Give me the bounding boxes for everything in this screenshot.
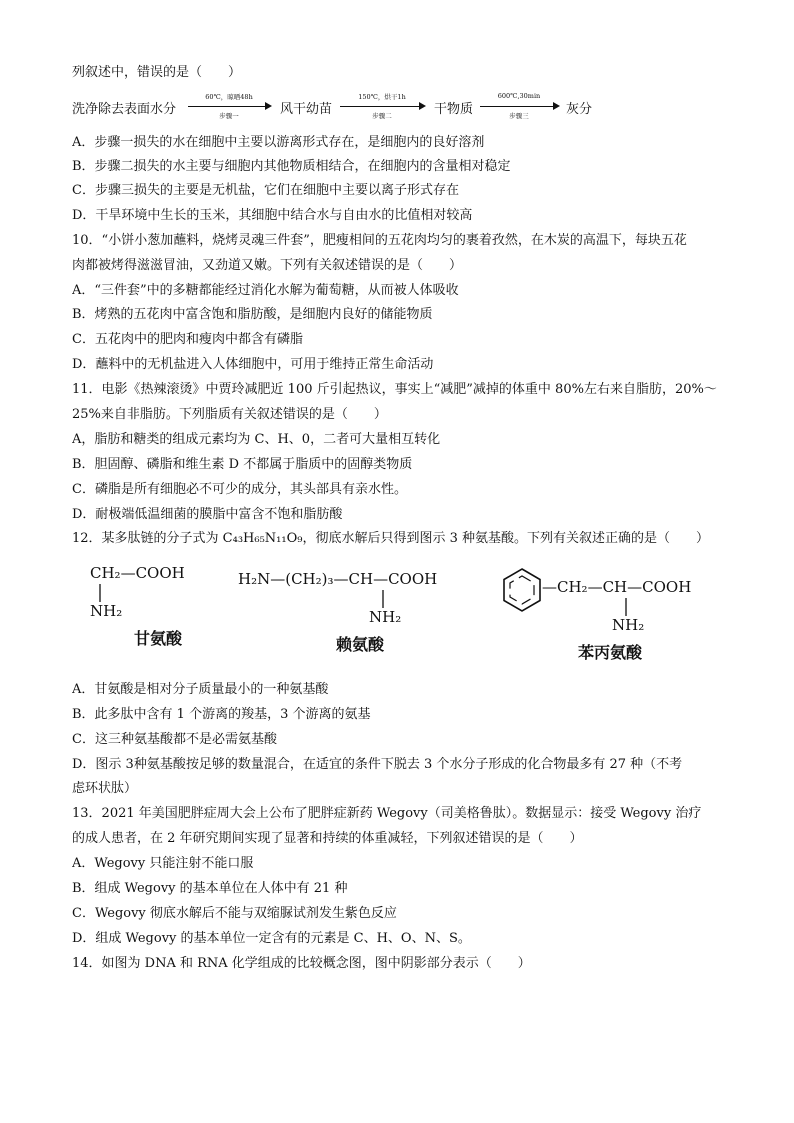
flow-arrow-3-condition: 600℃,30min <box>497 92 541 100</box>
flow-step-wash: 洗净除去表面水分 <box>72 102 177 117</box>
q9-option-b: B．步骤二损失的水主要与细胞内其他物质相结合，在细胞内的含量相对稳定 <box>72 159 511 174</box>
q13-stem-line-1: 13．2021 年美国肥胖症周大会上公布了肥胖症新药 Wegovy（司美格鲁肽）。数据显示：接受 Wegovy 治疗 <box>72 806 702 821</box>
lysine-amino-group: NH₂ <box>369 608 402 626</box>
phenylalanine-bond <box>624 598 628 616</box>
q13-option-d: D．组成 Wegovy 的基本单位一定含有的元素是 C、H、O、N、S。 <box>72 931 471 946</box>
arrow-shaft <box>340 106 424 107</box>
q10-option-c: C．五花肉中的肥肉和瘦肉中都含有磷脂 <box>72 332 303 347</box>
drying-process-flow <box>72 94 732 122</box>
q14-stem: 14．如图为 DNA 和 RNA 化学组成的比较概念图，图中阴影部分表示（ ） <box>72 956 531 971</box>
q12-stem: 12．某多肽链的分子式为 C₄₃H₆₅N₁₁O₉，彻底水解后只得到图示 3 种氨基酸。下列有关叙述正确的是（ ） <box>72 531 710 546</box>
arrow-shaft <box>480 106 558 107</box>
q12-option-d-line-2: 虑环状肽） <box>72 781 138 796</box>
phenylalanine-name: 苯丙氨酸 <box>578 643 643 662</box>
benzene-ring-icon <box>500 566 544 614</box>
flow-arrow-step-1 <box>188 94 270 122</box>
q10-stem-line-1: 10．“小饼小葱加蘸料，烧烤灵魂三件套”，肥瘦相间的五花肉均匀的裹着孜然，在木炭的高温下，每块五花 <box>72 233 687 248</box>
flow-arrow-step-2 <box>340 94 424 122</box>
lysine-top-chain: H₂N—(CH₂)₃—CH—COOH <box>238 570 438 588</box>
arrow-shaft <box>188 106 270 107</box>
q10-option-b: B．烤熟的五花肉中富含饱和脂肪酸，是细胞内良好的储能物质 <box>72 307 433 322</box>
flow-arrow-2-label: 步骤二 <box>372 112 392 120</box>
arrow-head-icon <box>553 102 560 110</box>
arrow-head-icon <box>419 102 426 110</box>
phenylalanine-amino-group: NH₂ <box>612 616 645 634</box>
q12-option-b: B．此多肽中含有 1 个游离的羧基，3 个游离的氨基 <box>72 707 371 722</box>
q10-stem-line-2: 肉都被烤得滋滋冒油，又劲道又嫩。下列有关叙述错误的是（ ） <box>72 258 463 273</box>
q10-option-a: A．“三件套”中的多糖都能经过消化水解为葡萄糖，从而被人体吸收 <box>72 283 459 298</box>
q9-option-c: C．步骤三损失的主要是无机盐，它们在细胞中主要以离子形式存在 <box>72 183 459 198</box>
lysine-structure <box>238 560 478 670</box>
q11-stem-line-2: 25%来自非脂肪。下列脂质有关叙述错误的是（ ） <box>72 407 387 422</box>
flow-step-seedling: 风干幼苗 <box>280 102 333 117</box>
flow-arrow-3-label: 步骤三 <box>509 112 529 120</box>
q10-option-d: D．蘸料中的无机盐进入人体细胞中，可用于维持正常生命活动 <box>72 357 434 372</box>
q11-option-a: A，脂肪和糖类的组成元素均为 C、H、0，二者可大量相互转化 <box>72 432 441 447</box>
lysine-name: 赖氨酸 <box>336 635 385 654</box>
q13-option-c: C．Wegovy 彻底水解后不能与双缩脲试剂发生紫色反应 <box>72 906 397 921</box>
q13-stem-line-2: 的成人患者，在 2 年研究期间实现了显著和持续的体重减轻，下列叙述错误的是（ ） <box>72 831 583 846</box>
glycine-top-chain: CH₂—COOH <box>90 564 185 582</box>
phenylalanine-structure <box>500 560 730 670</box>
glycine-bond <box>98 584 102 602</box>
lysine-bond <box>381 590 385 608</box>
q12-option-a: A．甘氨酸是相对分子质量最小的一种氨基酸 <box>72 682 329 697</box>
q12-option-d-line-1: D．图示 3种氨基酸按足够的数量混合，在适宜的条件下脱去 3 个水分子形成的化合物最多有 27 种（不考 <box>72 757 683 772</box>
arrow-head-icon <box>265 102 272 110</box>
glycine-name: 甘氨酸 <box>134 629 183 648</box>
q13-option-b: B．组成 Wegovy 的基本单位在人体中有 21 种 <box>72 881 348 896</box>
q11-option-d: D．耐极端低温细菌的膜脂中富含不饱和脂肪酸 <box>72 507 343 522</box>
flow-arrow-1-condition: 60℃，晾晒48h <box>205 93 253 101</box>
q11-stem-line-1: 11．电影《热辣滚烫》中贾玲减肥近 100 斤引起热议，事实上“减肥”减掉的体重中 80%左右来自脂肪，20%～ <box>72 382 717 397</box>
q12-option-c: C．这三种氨基酸都不是必需氨基酸 <box>72 732 277 747</box>
q9-option-d: D．干旱环境中生长的玉米，其细胞中结合水与自由水的比值相对较高 <box>72 208 473 223</box>
q9-option-a: A．步骤一损失的水在细胞中主要以游离形式存在，是细胞内的良好溶剂 <box>72 135 485 150</box>
q11-option-b: B．胆固醇、磷脂和维生素 D 不都属于脂质中的固醇类物质 <box>72 457 413 472</box>
phenylalanine-top-chain: —CH₂—CH—COOH <box>542 578 692 596</box>
flow-arrow-2-condition: 150℃，烘干1h <box>358 93 406 101</box>
q13-option-a: A．Wegovy 只能注射不能口服 <box>72 856 254 871</box>
glycine-amino-group: NH₂ <box>90 602 123 620</box>
question-9-stem-end: 列叙述中，错误的是（ ） <box>72 65 242 80</box>
q11-option-c: C．磷脂是所有细胞必不可少的成分，其头部具有亲水性。 <box>72 482 407 497</box>
flow-step-dry-matter: 干物质 <box>434 102 474 117</box>
flow-arrow-1-label: 步骤一 <box>219 112 239 120</box>
flow-arrow-step-3 <box>480 94 558 122</box>
flow-step-ash: 灰分 <box>566 102 593 117</box>
glycine-structure <box>90 560 230 670</box>
